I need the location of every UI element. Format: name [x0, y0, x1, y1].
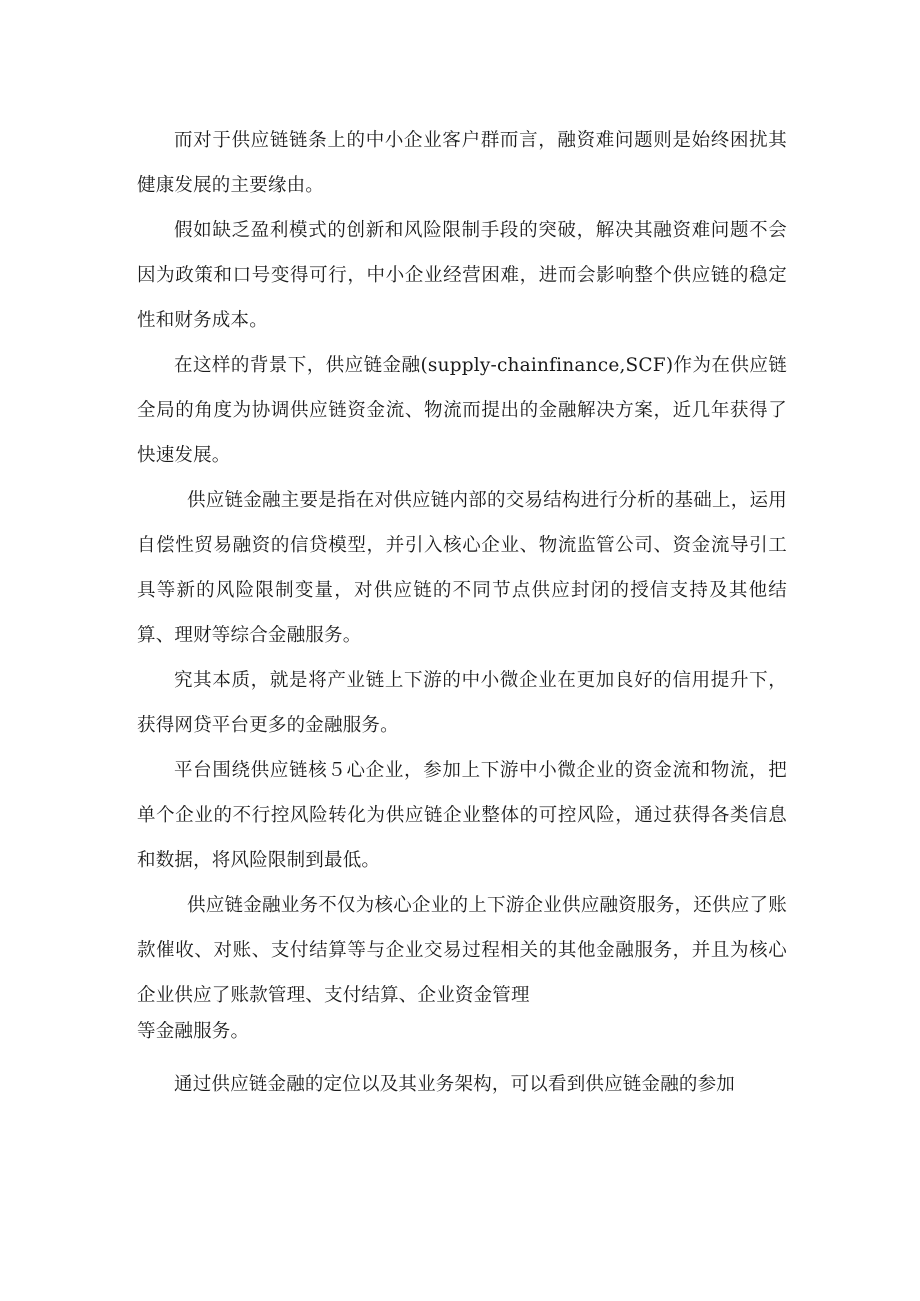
paragraph-5: 究其本质，就是将产业链上下游的中小微企业在更加良好的信用提升下，获得网贷平台更多的金融服务。 — [137, 670, 787, 736]
paragraph-7: 供应链金融业务不仅为核心企业的上下游企业供应融资服务，还供应了账款催收、对账、支付结算等与企业交易过程相关的其他金融服务，并且为核心企业供应了账款管理、支付结算、企业资金管理 — [137, 895, 787, 1006]
paragraph-2: 假如缺乏盈利模式的创新和风险限制手段的突破，解决其融资难问题不会因为政策和口号变得可行，中小企业经营困难，进而会影响整个供应链的稳定性和财务成本。 — [137, 220, 787, 331]
document-body — [137, 118, 787, 1107]
paragraph-3: 在这样的背景下，供应链金融(supply-chainfinance,SCF)作为在供应链全局的角度为协调供应链资金流、物流而提出的金融解决方案，近几年获得了快速发展。 — [137, 355, 787, 466]
paragraph-8: 通过供应链金融的定位以及其业务架构，可以看到供应链金融的参加 — [174, 1074, 736, 1095]
paragraph-7-continuation: 等金融服务。 — [137, 1021, 250, 1042]
paragraph-1: 而对于供应链链条上的中小企业客户群而言，融资难问题则是始终困扰其健康发展的主要缘由。 — [137, 130, 787, 196]
paragraph-6: 平台围绕供应链核５心企业，参加上下游中小微企业的资金流和物流，把单个企业的不行控风险转化为供应链企业整体的可控风险，通过获得各类信息和数据，将风险限制到最低。 — [137, 760, 787, 871]
paragraph-4: 供应链金融主要是指在对供应链内部的交易结构进行分析的基础上，运用自偿性贸易融资的信贷模型，并引入核心企业、物流监管公司、资金流导引工具等新的风险限制变量，对供应链的不同节点供应封闭的授信支持及其他结算、理财等综合金融服务。 — [137, 490, 787, 646]
